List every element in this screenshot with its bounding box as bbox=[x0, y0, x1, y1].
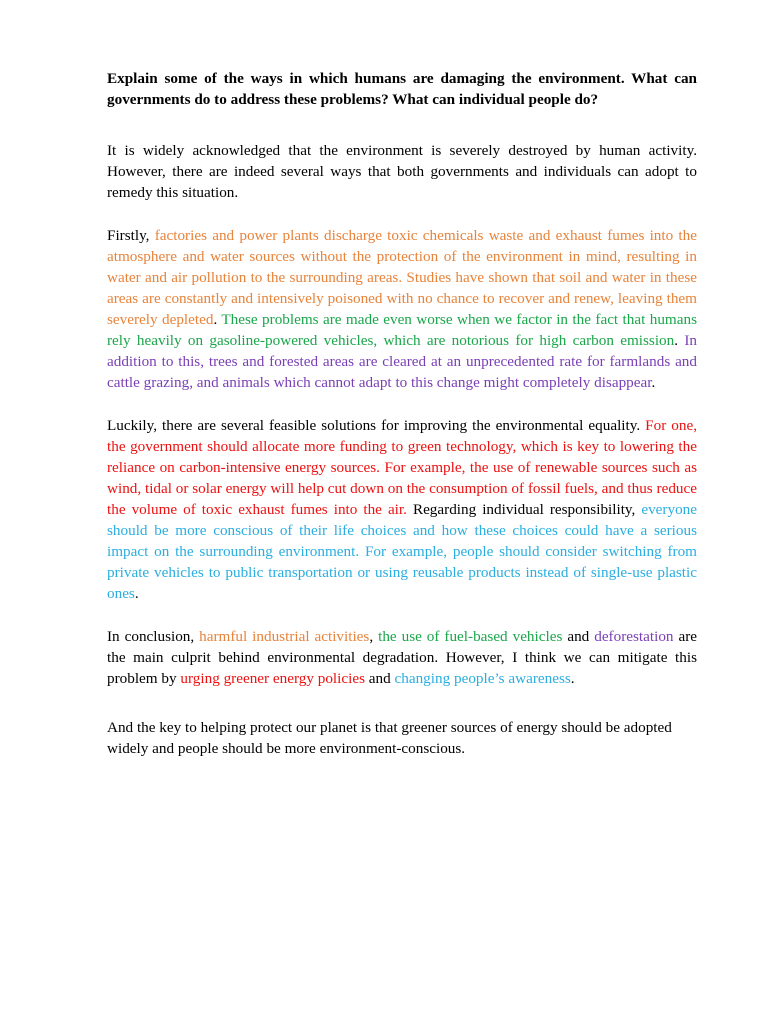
conclusion-deforestation-text: deforestation bbox=[594, 628, 674, 645]
deforestation-text: In addition to this, trees and forested areas are cleared at an unprecedented rate for farmlands and cattle grazing, and animals which cannot adapt to this change might completely disappear bbox=[107, 332, 697, 391]
conclusion-mid: are the main culprit behind environmental degradation. However, I think we can mitigate this problem by bbox=[107, 628, 698, 687]
conclusion-industry-text: harmful industrial activities bbox=[199, 628, 370, 645]
conclusion-policy-text: urging greener energy policies bbox=[180, 670, 365, 687]
government-solution-text: For one, the government should allocate more funding to green technology, which is key to lowering the reliance on carbon-intensive energy sources. For example, the use of renewable sources such as wind, tidal or solar energy will help cut down on the consumption of fossil fuels, and thus reduce the volume of toxic exhaust fumes into the air. bbox=[107, 417, 697, 518]
body2-end: . bbox=[134, 585, 139, 602]
body-paragraph-problems bbox=[107, 225, 697, 393]
intro-paragraph: It is widely acknowledged that the environment is severely destroyed by human activity. However, there are indeed several ways that both governments and individuals can adopt to remedy this situation. bbox=[107, 142, 697, 201]
conclusion-awareness-text: changing people’s awareness bbox=[394, 670, 571, 687]
essay-question: Explain some of the ways in which humans are damaging the environment. What can governments do to address these problems? What can individual people do? bbox=[107, 70, 697, 108]
body1-lead: Firstly, bbox=[107, 227, 155, 244]
body2-lead: Luckily, there are several feasible solutions for improving the environmental equality. bbox=[107, 417, 646, 434]
body2-mid: Regarding individual responsibility, bbox=[406, 501, 642, 518]
conclusion-separator: and bbox=[364, 670, 395, 687]
conclusion-separator: and bbox=[562, 628, 595, 645]
vehicle-emission-text: These problems are made even worse when we factor in the fact that humans rely heavily on gasoline-powered vehicles, which are notorious for high carbon emission bbox=[107, 311, 697, 349]
conclusion-end: . bbox=[570, 670, 575, 687]
conclusion-vehicles-text: the use of fuel-based vehicles bbox=[378, 628, 563, 645]
individual-solution-text: everyone should be more conscious of their life choices and how these choices could have a serious impact on the surrounding environment. For example, people should consider switching from private vehicles to public transportation or using reusable products instead of single-use plastic ones bbox=[107, 501, 697, 602]
conclusion-lead: In conclusion, bbox=[107, 628, 200, 645]
conclusion-separator: , bbox=[369, 628, 379, 645]
industry-pollution-text: factories and power plants discharge toxic chemicals waste and exhaust fumes into the atmosphere and water sources without the protection of the environment in mind, resulting in water and air pollution to the surrounding areas. Studies have shown that soil and water in these areas are constantly and intensively poisoned with no chance to recover and renew, leaving them severely depleted bbox=[107, 227, 697, 328]
essay-document bbox=[107, 68, 697, 781]
body1-end: . bbox=[651, 374, 656, 391]
body1-separator: . bbox=[213, 311, 222, 328]
body-paragraph-solutions bbox=[107, 415, 697, 604]
conclusion-paragraph bbox=[107, 626, 697, 689]
body1-separator: . bbox=[674, 332, 685, 349]
closing-paragraph: And the key to helping protect our planet is that greener sources of energy should be adopted widely and people should be more environment-conscious. bbox=[107, 719, 672, 757]
